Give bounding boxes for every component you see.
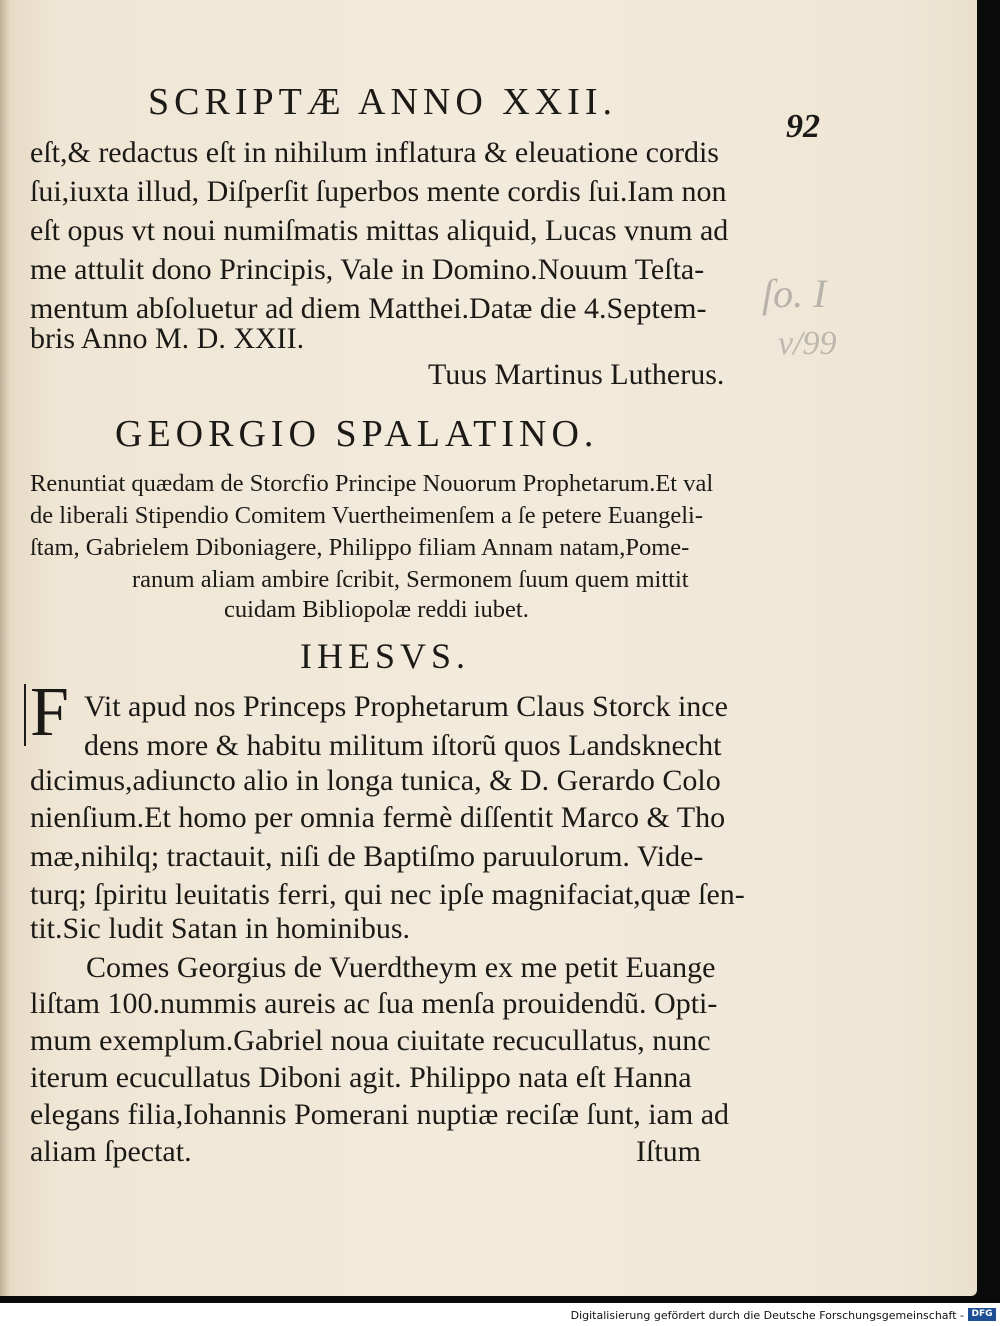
text-line: aliam ſpectat. bbox=[30, 1135, 192, 1168]
letter-title: GEORGIO SPALATINO. bbox=[115, 413, 599, 455]
text-line: iterum ecucullatus Diboni agit. Philippo nata eſt Hanna bbox=[30, 1061, 692, 1094]
catchword: Iſtum bbox=[636, 1135, 701, 1168]
drop-cap bbox=[24, 674, 74, 751]
text-line: liſtam 100.nummis aureis ac ſua menſa prouidendũ. Opti- bbox=[30, 987, 718, 1020]
section-heading: IHESVS. bbox=[300, 636, 471, 676]
signature: Tuus Martinus Lutherus. bbox=[428, 358, 725, 391]
text-line: eſt opus vt noui numiſmatis mittas aliquid, Lucas vnum ad bbox=[30, 214, 729, 247]
pencil-annotation: ſo. I bbox=[762, 271, 827, 316]
pencil-annotation: v/99 bbox=[778, 325, 837, 362]
text-line: tit.Sic ludit Satan in hominibus. bbox=[30, 912, 411, 945]
text-line: bris Anno M. D. XXII. bbox=[30, 322, 305, 355]
page-number: 92 bbox=[786, 108, 820, 145]
text-line: me attulit dono Principis, Vale in Domino.Nouum Teſta- bbox=[30, 253, 705, 286]
text-line: elegans filia,Iohannis Pomerani nuptiæ reciſæ ſunt, iam ad bbox=[30, 1098, 730, 1131]
text-line: ſui,iuxta illud, Diſperſit ſuperbos mente cordis ſui.Iam non bbox=[30, 175, 727, 208]
text-line: mæ,nihilq; tractauit, niſi de Baptiſmo paruulorum. Vide- bbox=[30, 840, 704, 873]
funding-credit: Digitalisierung gefördert durch die Deutsche Forschungsgemeinschaft - bbox=[570, 1309, 964, 1322]
text-line: dens more & habitu militum iſtorũ quos Landsknecht bbox=[84, 729, 722, 762]
text-line: mentum abſoluetur ad diem Matthei.Datæ die 4.Septem- bbox=[30, 292, 707, 325]
text-line: turq; ſpiritu leuitatis ferri, qui nec ipſe magnifaciat,quæ ſen- bbox=[30, 878, 745, 911]
text-line: Comes Georgius de Vuerdtheym ex me petit Euange bbox=[86, 951, 716, 984]
text-line: dicimus,adiuncto alio in longa tunica, & D. Gerardo Colo bbox=[30, 764, 721, 797]
summary-line: cuidam Bibliopolæ reddi iubet. bbox=[224, 596, 529, 623]
summary-line: ranum aliam ambire ſcribit, Sermonem ſuum quem mittit bbox=[132, 566, 689, 593]
summary-line: de liberali Stipendio Comitem Vuertheimenſem a ſe petere Euangeli- bbox=[30, 502, 703, 529]
text-line: nienſium.Et homo per omnia fermè diſſentit Marco & Tho bbox=[30, 801, 726, 834]
text-line: eſt,& redactus eſt in nihilum inflatura & eleuatione cordis bbox=[30, 136, 719, 169]
text-line: mum exemplum.Gabriel noua ciuitate recucullatus, nunc bbox=[30, 1024, 711, 1057]
text-line: Vit apud nos Princeps Prophetarum Claus Storck ince bbox=[84, 690, 728, 723]
page-gutter-shadow bbox=[0, 0, 10, 1296]
dfg-logo: DFG bbox=[968, 1308, 996, 1321]
running-head: SCRIPTÆ ANNO XXII. bbox=[148, 81, 617, 123]
drop-cap-letter: F bbox=[30, 674, 69, 751]
summary-line: Renuntiat quædam de Storcfio Principe Nouorum Prophetarum.Et val bbox=[30, 470, 714, 497]
summary-line: ſtam, Gabrielem Diboniagere, Philippo filiam Annam natam,Pome- bbox=[30, 534, 690, 561]
